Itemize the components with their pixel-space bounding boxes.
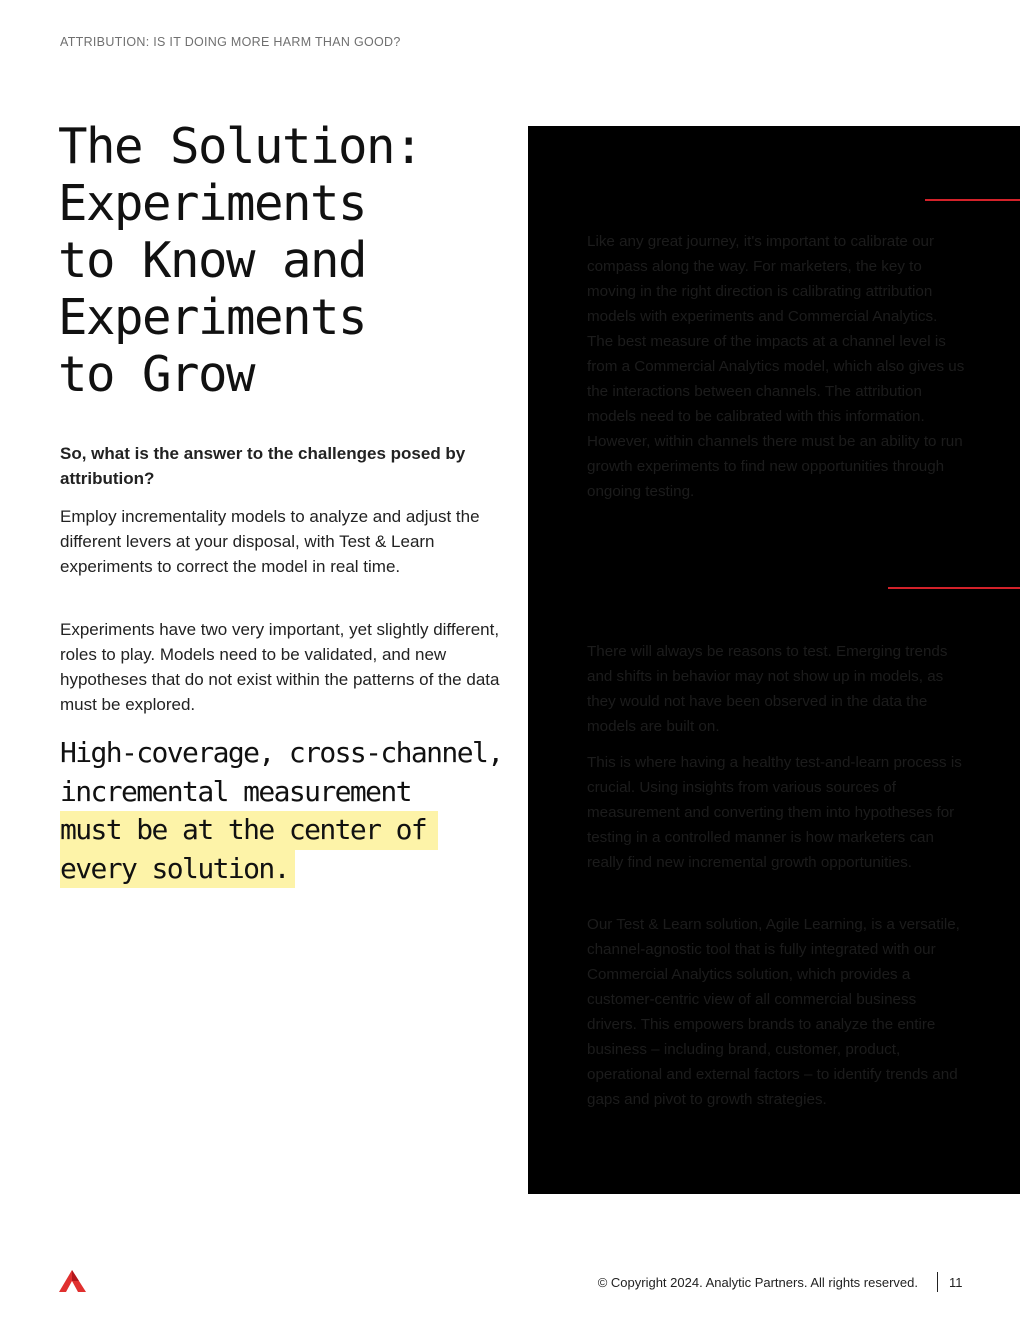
panel-paragraph: Like any great journey, it's important to calibrate our compass along the way. For marketers, the key to moving in the right direction is calibrating attribution models with experiments and Commercial Analytics. The best measure of the impacts at a channel level is from a Commercial Analytics model, which also gives us the interactions between channels. The attribution models need to be calibrated with this information. However, within channels there must be an ability to run growth experiments to find new opportunities through ongoing testing.: [587, 233, 965, 500]
running-header: ATTRIBUTION: IS IT DOING MORE HARM THAN GOOD?: [60, 35, 401, 49]
pull-quote: [60, 734, 510, 888]
pull-quote-highlight: every solution.: [60, 850, 295, 889]
dark-sidebar-panel: [528, 126, 1020, 1194]
pull-quote-highlight: must be at the center of: [60, 811, 438, 850]
title-line: to Grow: [58, 346, 255, 403]
panel-paragraph: This is where having a healthy test-and-learn process is crucial. Using insights from various sources of measurement and converting them into hypotheses for testing in a controlled manner is how marketers can really find new incremental growth opportunities.: [587, 754, 962, 871]
panel-paragraph: Our Test & Learn solution, Agile Learning, is a versatile, channel-agnostic tool that is fully integrated with our Commercial Analytics solution, which provides a customer-centric view of all commercial business drivers. This empowers brands to analyze the entire business – including brand, customer, product, operational and external factors – to identify trends and gaps and pivot to growth strategies.: [587, 916, 960, 1108]
red-accent-line: [888, 587, 1020, 589]
pull-quote-line: incremental measurement: [60, 774, 411, 808]
lead-question: So, what is the answer to the challenges posed by attribution?: [60, 444, 466, 488]
pull-quote-line: High-coverage, cross-channel,: [60, 736, 503, 769]
title-line: Experiments: [58, 175, 367, 232]
page-number: 11: [949, 1275, 963, 1290]
body-paragraph: Employ incrementality models to analyze and adjust the different levers at your disposal, with Test & Learn experiments to correct the model in real time.: [60, 507, 480, 576]
page-title: [58, 118, 488, 403]
title-line: Experiments: [58, 289, 367, 346]
title-line: The Solution:: [58, 118, 423, 175]
panel-paragraph: There will always be reasons to test. Emerging trends and shifts in behavior may not show up in models, as they would not have been observed in the data the models are built on.: [587, 643, 948, 735]
copyright-text: © Copyright 2024. Analytic Partners. All rights reserved.: [597, 1275, 918, 1290]
red-accent-line: [925, 199, 1020, 201]
body-paragraph: Experiments have two very important, yet slightly different, roles to play. Models need to be validated, and new hypotheses that do not exist within the patterns of the data must be explored.: [60, 620, 500, 714]
analytic-partners-logo-icon: [59, 1270, 86, 1292]
title-line: to Know and: [58, 232, 367, 289]
footer-divider: [937, 1272, 938, 1292]
